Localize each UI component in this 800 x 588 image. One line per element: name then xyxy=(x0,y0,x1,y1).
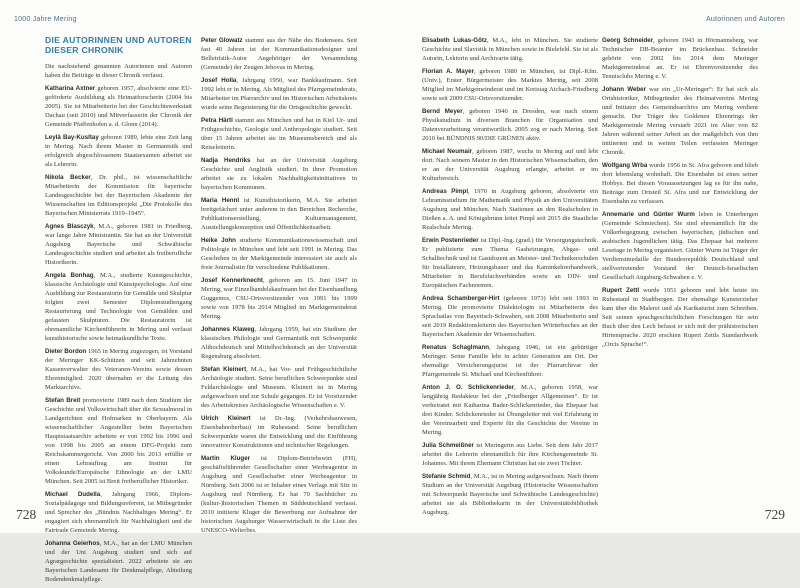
author-entry xyxy=(201,454,357,535)
author-name: Dieter Bordon xyxy=(45,347,87,355)
author-entries xyxy=(602,36,758,349)
author-entry xyxy=(45,133,192,169)
author-name: Anton J. O. Schlickenrieder xyxy=(422,384,515,391)
author-bio: 1965 in Mering zugezogen, ist Vorstand der Meringer KK-Schützen und seit Jahrzehnten Kassenverwalter des Veteranen-Vereins sowie dessen Ehrenmitglied. 2020 übernahm er die Leitung des Marktarchivs. xyxy=(45,347,192,391)
author-entry xyxy=(602,210,758,282)
author-name: Rupert Zettl xyxy=(602,287,640,294)
page-number-left: 728 xyxy=(16,507,37,522)
author-entry xyxy=(422,236,598,290)
author-bio: , geboren am 15. Juni 1947 in Mering, war Einzelhandelskaufmann bei der Eisenhandlung Guggemos, CSU-Ortsvorsitzender von 1991 bis 1999 sowie von 1978 bis 2014 Mitglied im Marktgemeinderat Mering. xyxy=(201,277,357,320)
author-bio: wurde 1956 in St. Afra geboren und blieb dort lebenslang wohnhaft. Die Eisenbahn ist eines seiner Hobbys. Bei diesen Voraussetzungen lag es für ihn nahe, Beiträge zum Ortsteil St. Afra und zur Entwicklung der Eisenbahn zu verfassen. xyxy=(602,162,758,205)
author-entry xyxy=(602,286,758,349)
author-bio: , M.A., geboren 1981 in Friedberg, war lange Jahre Ministrantin. Sie hat an der Universität Augsburg Bayerische und Schwäbische Landesgeschichte studiert und arbeitet als freiberufliche Historikerin. xyxy=(45,222,192,266)
author-bio: studierte Kommunikationswissenschaft und Politologie in München und lebt seit 1991 in Mering. Das Geschehen in der Marktgemeinde interessiert sie auch als freie Journalistin für verschiedene Publikationen. xyxy=(201,237,357,271)
author-bio: ist Diplom-Betriebswirt (FH), geschäftsführender Gesellschafter einer Werbeagentur in Augsburg und Gesellschafter einer Werbeagentur in Nürnberg. Seit 2006 ist er Inhaber eines Verlags mit Sitz in Augsburg und Nürnberg. Er hat 70 Sachbücher zu (kultur-)historischen Themen in Süddeutschland verfasst. 2010 initiierte Kluger die Bewerbung zur Aufnahme der historischen Augsburger Wasserwirtschaft in die Liste des UNESCO-Welterbes. xyxy=(201,455,357,534)
author-bio: , M.A., ist in Mering aufgewachsen. Nach ihrem Studium an der Universität Augsburg (Historische Wissenschaften mit Schwerpunkt Bayerische und Schwäbische Landesgeschichte) arbeitet sie als Bibliothekarin in der Universitätsbibliothek Augsburg. xyxy=(422,473,598,516)
author-bio: , geboren 1940 in Dresden, war nach einem Physikstudium in diversen Branchen für Organisation und Datenverarbeitung verantwortlich. 2005 zog er nach Mering. Seit 2010 bei BÜNDNIS 90/DIE GRÜNEN aktiv. xyxy=(422,108,599,142)
author-bio: , geboren 1943 in Hörmannsberg, war Technischer DB-Beamter im Brückenbau. Schneider gehörte von 2002 bis 2014 dem Meringer Marktgemeinderat an. Er ist Ehrenvorsitzender des Tennisclubs Mering e. V. xyxy=(602,37,758,80)
author-name: Michael Neumair xyxy=(422,148,473,155)
author-name: Michael Dudella xyxy=(45,490,101,498)
author-entry xyxy=(422,472,598,517)
author-name: Julia Schmeißner xyxy=(422,442,474,449)
author-column-4 xyxy=(602,36,758,353)
author-name: Angela Bonhag xyxy=(45,271,94,279)
running-head-left: 1000 Jahre Mering xyxy=(14,16,77,23)
intro-paragraph: Die nachstehend genannten Autorinnen und Autoren haben die Beiträge in dieser Chronik verfasst. xyxy=(45,62,192,79)
author-entry xyxy=(422,147,598,183)
running-head-right: Autorinnen und Autoren xyxy=(705,16,785,23)
author-entry xyxy=(422,36,598,63)
author-entry xyxy=(422,187,598,232)
author-bio: , Dr. phil., ist wissenschaftliche Mitarbeiterin der Kommission für bayerische Landesgeschichte bei der Bayerischen Akademie der Wissenschaften im Editionsprojekt „Die Protokolle des Bayerischen Ministerrats 1919–1945“. xyxy=(45,173,192,217)
author-name: Elisabeth Lukas-Götz xyxy=(422,37,488,44)
author-name: Florian A. Mayer xyxy=(422,68,475,75)
author-entry xyxy=(45,539,192,584)
author-bio: , 1970 in Augsburg geboren, absolvierte ein Lehramtsstudium für Mathematik und Physik an den Universitäten Augsburg und München. Nach Stationen an den Realschulen in Dießen a. A. und Königsbrunn leitet Pimpl seit 2015 die Staatliche Realschule Mering. xyxy=(422,188,598,231)
author-bio: , M.A., lebt in München. Sie studierte Geschichte und Slavistik in München sowie in Bielefeld. Sie ist als Autorin, Lektorin und Archivarin tätig. xyxy=(422,37,598,62)
author-entry xyxy=(45,396,192,486)
author-name: Johann Weber xyxy=(602,86,647,93)
author-entry xyxy=(422,343,598,379)
author-column-2 xyxy=(201,36,357,539)
author-entry xyxy=(201,156,357,192)
author-entry xyxy=(602,161,758,206)
author-entry xyxy=(45,222,192,267)
author-entry xyxy=(602,36,758,81)
author-bio: stammt aus der Nähe des Bodensees. Seit fast 40 Jahren ist der Kommunikationsdesigner und Belletristik-Autor Angehöriger der Versammlung (Gemeinde) der Zeugen Jehovas in Mering. xyxy=(201,37,357,71)
author-entry xyxy=(45,347,192,392)
author-name: Josef Holla xyxy=(201,77,237,84)
author-entry xyxy=(602,85,758,157)
author-bio: war ein „Ur-Meringer“: Er hat sich als Ortshistoriker, Mitbegründer des Heimatvereins Mering und Initiator des Gemeindearchivs um Mering verdient gemacht. Der Träger des Goldenen Ehrenrings der Marktgemeinde Mering verstarb 2021 im Alter von 82 Jahren während seiner Arbeit an der maßgeblich von ihm initiierten und in weiten Teilen verfassten Meringer Chronik. xyxy=(602,86,758,156)
author-bio: , M.A., geboren 1958, war langjährig Redakteur bei der „Friedberger Allgemeinen“. Er ist verheiratet mit Katharina Bader-Schlickenrieder, das Ehepaar hat drei Kinder. Schlickenrieder ist Übungsleiter mit viel Erfahrung in der Vereinsarbeit und Experte für die Geschichte der Vereine in Mering. xyxy=(422,384,598,436)
author-name: Johannes Klaweg xyxy=(201,326,255,333)
author-name: Nikola Becker xyxy=(45,173,91,181)
author-column-3 xyxy=(422,36,598,521)
author-column-1 xyxy=(45,36,192,588)
author-bio: ist Kunsthistorikerin, M.A. Sie arbeitet breitgefächert unter anderem in den Bereichen Recherche, Publikationserstellung, Kulturmanagement, Ausstellungskonzeption und Öffentlichkeitsarbeit. xyxy=(201,197,357,231)
page-title-line2: DIESER CHRONIK xyxy=(45,44,124,55)
author-bio: , Jahrgang 1946, ist ein gebürtiger Meringer. Seine Familie lebt in achter Generation am Ort. Der ehemalige Versicherungsjurist ist der Pfarrarchivar der Pfarrgemeinde St. Michael und Kirchenführer. xyxy=(422,344,598,378)
author-entry xyxy=(201,414,357,450)
author-bio: , M.A., studierte Kunstgeschichte, klassische Archäologie und Kunstpsychologie. Auf eine Ausbildung zur Restauratorin für Gemälde und Skulptur folgten zwei Semester Diplomstudiengang Restaurierung und Technologie von Gemälden und gefassten Skulpturen. Die Restauratorin ist ehrenamtliche Kirchenführerin in Mering und verfasst kunsthistorische sowie heimatkundliche Texte. xyxy=(45,271,192,342)
author-bio: ist Dr.-Ing. (Verkehrsbauwesen, Eisenbahnoberbau) im Ruhestand. Seine beruflichen Schwerpunkte waren die Entwicklung und die Einführung innovativer Konstruktionen und technischer Regelungen. xyxy=(201,415,357,449)
author-name: Stefan Breit xyxy=(45,396,81,404)
author-entry xyxy=(201,365,357,410)
author-name: Johanna Geierhos xyxy=(45,539,100,547)
author-name: Nadja Hendriks xyxy=(201,157,251,164)
author-entry xyxy=(201,325,357,361)
author-entry xyxy=(201,116,357,152)
author-name: Stefanie Schmid xyxy=(422,473,471,480)
author-name: Erwin Postenrieder xyxy=(422,237,479,244)
author-entry xyxy=(201,196,357,232)
author-bio: , Jahrgang 1966, Diplom-Sozialpädagoge und Bildungsreferent, ist Mitbegründer und Sprecher des „Bündnis Nachhaltiges Mering“. Er engagiert sich ehrenamtlich für Nachhaltigkeit und die Fairtrade Gemeinde Mering. xyxy=(45,490,193,534)
author-bio: ist Dipl.-Ing. (grad.) für Versorgungstechnik. Er publizierte zum Thema Gasheizungen, Abgas- und Schalltechnik und ist Gastdozent an Meister- und Technikerschulen für Installateure, Heizungsbauer und das Kaminkehrerhandwerk, Mitarbeiter in Berufsfachverbänden sowie an DIN- und Europäischen Fachnormen. xyxy=(422,237,598,289)
author-bio: promovierte 1989 nach dem Studium der Geschichte und Volkswirtschaft über die Sexualmoral in Landgerichten und Hofmarken in Oberbayern. Als wissenschaftlicher Angestellter beim Bayerischen Hauptstaatsarchiv arbeitete er von 1992 bis 1996 und von 1998 bis 2005 an einem DFG-Projekt zum Reichskammergericht. Von 2000 bis 2013 erfüllte er einen Lehrauftrag am Institut für Volkskunde/Europäische Ethnologie an der LMU München. Seit 2005 ist Breit freiberuflicher Historiker. xyxy=(45,396,192,485)
author-bio: , geboren 1987, wuchs in Mering auf und lebt dort. Nach seinem Master in den Historischen Wissenschaften, den er an der Universität Augsburg erlangte, arbeitet er im Kulturbereich. xyxy=(422,148,598,182)
author-name: Heike John xyxy=(201,237,236,244)
author-bio: stammt aus München und hat in Kiel Ur- und Frühgeschichte, Geologie und Anthropologie studiert. Seit über 15 Jahren arbeitet sie im Museumsbereich und als Reiseleiterin. xyxy=(201,117,357,151)
author-bio: , Jahrgang 1959, hat ein Studium der klassischen Philologie und Germanistik mit Schwerpunkt Althochdeutsch und Mittelhochdeutsch an der Universität Regensburg absolviert. xyxy=(201,326,358,360)
author-name: Wolfgang Wrba xyxy=(602,162,648,169)
author-name: Maria Hennl xyxy=(201,197,240,204)
author-bio: geboren 1957, absolvierte eine EU-geförderte Ausbildung als Heimatforscherin (2004 bis 2005). Sie ist Mitarbeiterin bei der Geschichtswerkstatt Dachau (seit 2010) und Mitverfasserin der Chronik der Gemeinde Pfaffenhofen a. d. Glonn (2014). xyxy=(45,84,192,128)
author-bio: , M.A., hat an der LMU München und der Uni Augsburg studiert und sich auf Agrargeschichte spezialisiert. 2022 arbeitete sie am Bayerischen Landesamt für Denkmalpflege, Abteilung Bodendenkmalpflege. xyxy=(45,539,192,583)
author-name: Agnes Blasczyk xyxy=(45,222,94,230)
author-name: Stefan Kleinert xyxy=(201,366,247,373)
author-name: Peter Glowatz xyxy=(201,37,243,44)
author-bio: ist Meringerin aus Liebe. Seit dem Jahr 2017 arbeitet die Lehrerin ehrenamtlich für ihre Kirchengemeinde St. Johannes. Mit ihrem Ehemann Christian hat sie zwei Töchter. xyxy=(422,442,598,467)
author-name: Petra Härtl xyxy=(201,117,233,124)
author-bio: hat an der Universität Augsburg Geschichte und Anglistik studiert. In ihrer Promotion arbeitet sie zu lokalen Nachhaltigkeitsinitiativen in bayerischen Kommunen. xyxy=(201,157,358,191)
author-name: Andreas Pimpl xyxy=(422,188,469,195)
author-name: Annemarie und Günter Wurm xyxy=(602,211,695,218)
author-name: Georg Schneider xyxy=(602,37,654,44)
author-entries xyxy=(201,36,357,535)
author-bio: wurde 1951 geboren und lebt heute im Ruhestand in Stadtbergen. Der ehemalige Kunsterzieher kam über die Malerei und als Karikaturist zum Schreiben. Seit seinen sprachgeschichtlichen Forschungen für sein Buch über den Lech befasst er sich mit der prähistorischen Hirtensprache. 2020 erschien Rupert Zettls Standardwerk „Orcis Sprache!“. xyxy=(602,287,758,348)
author-name: Martin Kluger xyxy=(201,455,251,462)
author-entry xyxy=(422,441,598,468)
author-bio: , Jahrgang 1950, war Bankkaufmann. Seit 1992 lebt er in Mering. Als Mitglied des Pfarrgemeinderats, Mitarbeiter im Pfarrarchiv und im Historischen Arbeitskreis wurde seine Begeisterung für die Ortsgeschichte geweckt. xyxy=(201,77,357,111)
author-entry xyxy=(422,383,598,437)
author-entry xyxy=(201,76,357,112)
author-entry xyxy=(201,236,357,272)
author-bio: (geboren 1973) lebt seit 1993 in Mering. Die promovierte Dialektologin ist Mitarbeiterin des Sprachatlas von Bayerisch-Schwaben, seit 2008 Mitarbeiterin und seit 2019 Redaktionsleiterin des Bayerischen Wörterbuches an der Bayerischen Akademie der Wissenschaften. xyxy=(422,295,599,338)
author-name: Renatus Schaglmann xyxy=(422,344,490,351)
author-entry xyxy=(45,490,192,535)
author-name: Katharina Axtner xyxy=(45,84,96,92)
author-entry xyxy=(422,107,598,143)
author-entry xyxy=(422,294,598,339)
author-bio: , M.A., hat Vor- und Frühgeschichtliche Archäologie studiert. Seine beruflichen Schwerpunkte sind Feldarchäologie und Museum. Kleinert ist in Mering aufgewachsen und zur Schule gegangen. Er ist Vorsitzender des Arbeitskreises Archäologische Wissenschaften e. V. xyxy=(201,366,358,409)
page-title xyxy=(45,36,192,56)
author-entry xyxy=(45,271,192,343)
author-entry xyxy=(45,84,192,129)
author-bio: leben in Unterbergen (Gemeinde Schmiechen). Sie sind ehrenamtlich für die Völkerbegegnung zwischen bayerischen, jüdischen und arabischen Jugendlichen tätig. Das Ehepaar hat mehrere Lesetage in Mering organisiert. Günter Wurm ist Träger der Verdienstmedaille der Bundesrepublik Deutschland und stellvertretender Vorstand der Deutsch-Israelischen Gesellschaft Augsburg-Schwaben e. V. xyxy=(602,211,758,281)
author-entry xyxy=(45,173,192,218)
author-name: Josef Kennerknecht xyxy=(201,277,263,284)
author-entry xyxy=(422,67,598,103)
author-entry xyxy=(201,276,357,321)
author-name: Leylâ Bay-Kusltay xyxy=(45,133,99,141)
author-entries xyxy=(422,36,598,517)
author-bio: , geboren 1980 in München, ist Dipl.-Kfm. (Univ.), Erster Bürgermeister des Marktes Mering, seit 2008 Mitglied im Marktgemeinderat und im Kreistag Aichach-Friedberg sowie seit 2009 CSU-Ortsvorsitzender. xyxy=(422,68,598,102)
author-name: Andrea Schamberger-Hirt xyxy=(422,295,500,302)
author-entry xyxy=(201,36,357,72)
author-name: Bernd Meyer xyxy=(422,108,463,115)
author-name: Ulrich Kleinert xyxy=(201,415,251,422)
page-title-line1: DIE AUTORINNEN UND AUTOREN xyxy=(45,35,192,45)
page-number-right: 729 xyxy=(764,507,785,522)
author-bio: geboren 1989, lebte eine Zeit lang in Mering. Nach ihrem Master in Germanistik und erfolgreich abgeschlossenem Staatsexamen arbeitet sie als Lehrerin. xyxy=(45,133,192,168)
author-entries xyxy=(45,84,192,584)
